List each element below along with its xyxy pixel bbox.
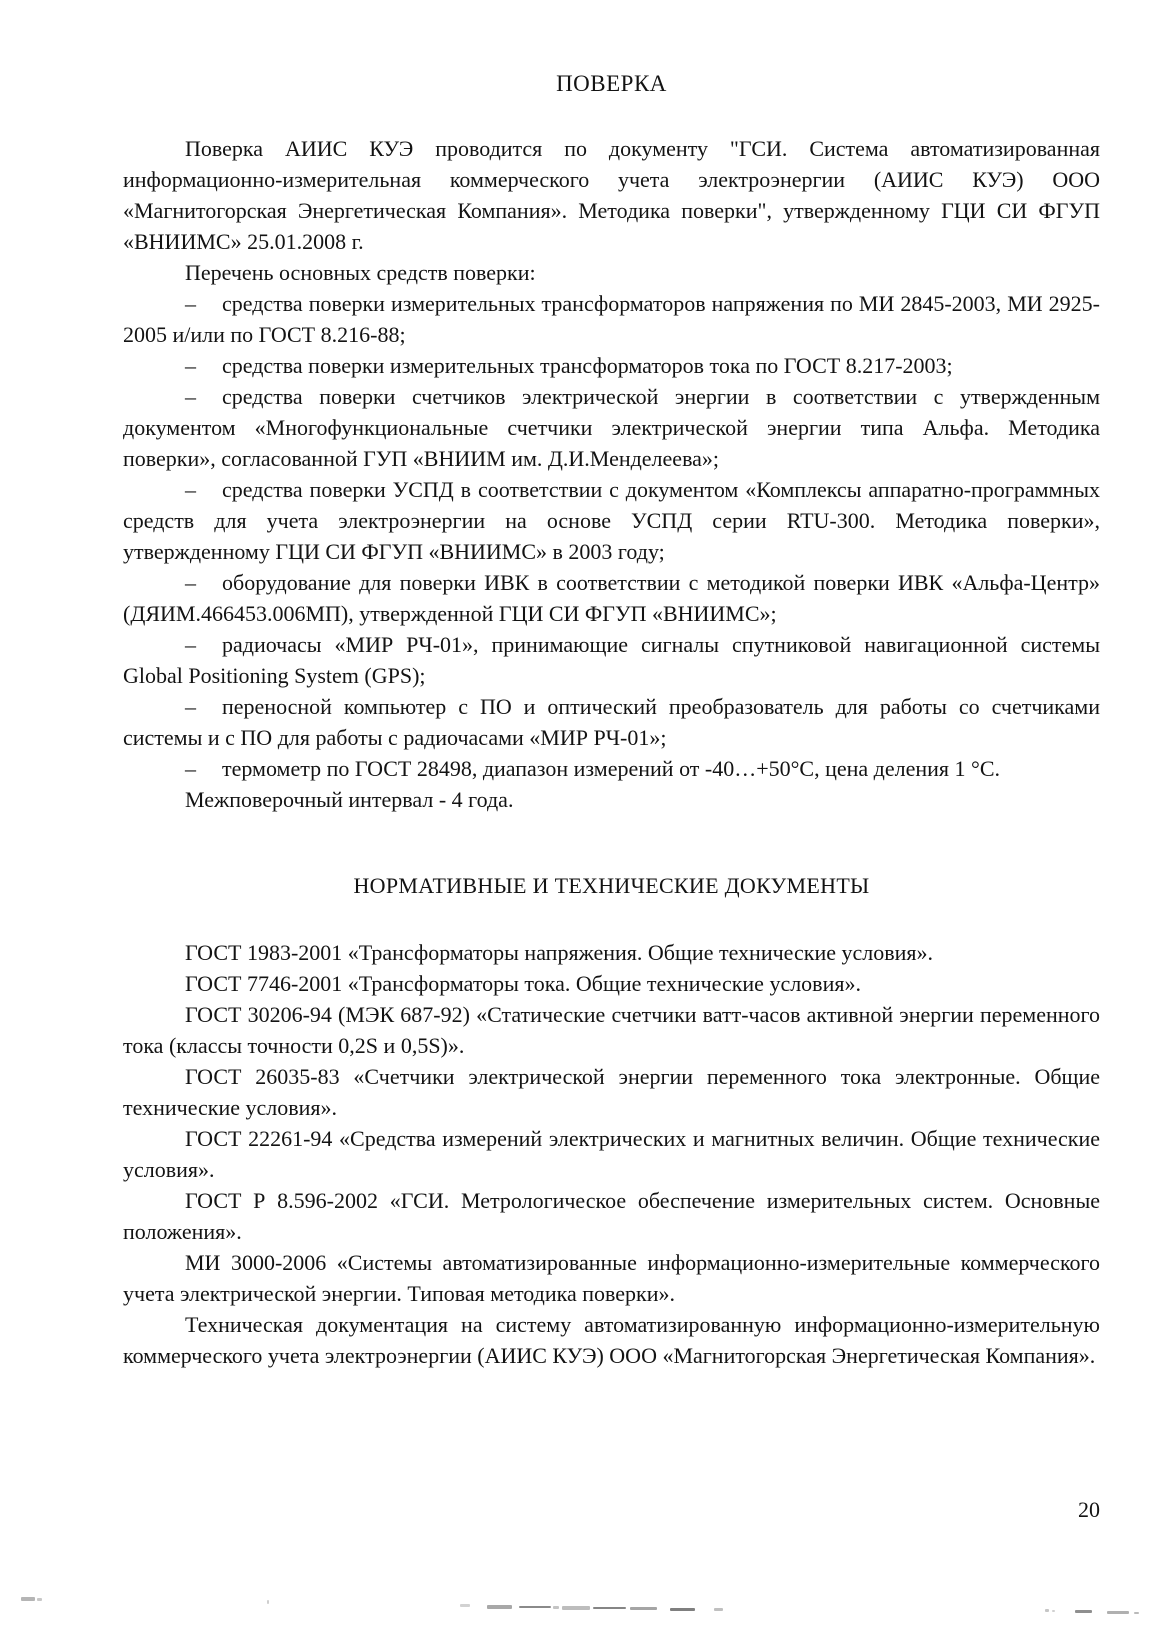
bullet-dash: – (185, 632, 196, 657)
verification-means-item (123, 381, 1100, 474)
scan-artifact (21, 1597, 35, 1601)
means-list-intro: Перечень основных средств поверки: (185, 260, 536, 285)
bullet-dash: – (185, 353, 196, 378)
scan-artifact (519, 1606, 551, 1608)
scan-artifact (1107, 1611, 1129, 1614)
scan-artifact (1134, 1612, 1139, 1614)
item-text: средства поверки измерительных трансформаторов напряжения по МИ 2845-2003, МИ 2925-2005 и/или по ГОСТ 8.216-88; (123, 291, 1100, 347)
normative-doc-entry: ГОСТ 1983-2001 «Трансформаторы напряжения. Общие технические условия». (185, 940, 933, 965)
verification-means-item (123, 691, 1100, 753)
verification-heading: ПОВЕРКА (556, 71, 667, 96)
scan-artifact (630, 1607, 657, 1610)
verification-means-item (123, 629, 1100, 691)
scan-artifact (670, 1608, 695, 1611)
scan-artifact (487, 1605, 512, 1609)
verification-means-item (123, 350, 1100, 381)
scan-artifact (593, 1607, 626, 1609)
normative-doc-entry: ГОСТ 26035-83 «Счетчики электрической энергии переменного тока электронные. Общие технические условия». (123, 1064, 1100, 1120)
item-text: переносной компьютер с ПО и оптический преобразователь для работы со счетчиками системы и с ПО для работы с радиочасами «МИР РЧ-01»; (123, 694, 1100, 750)
verification-means-item (123, 753, 1100, 784)
item-text: средства поверки УСПД в соответствии с документом «Комплексы аппаратно-программных средств для учета электроэнергии на основе УСПД серии RTU-300. Методика поверки», утвержденному ГЦИ СИ ФГУП «ВНИИМС» в 2003 году; (123, 477, 1100, 564)
bullet-dash: – (185, 291, 196, 316)
bullet-dash: – (185, 477, 196, 502)
verification-means-item (123, 474, 1100, 567)
normative-docs-heading: НОРМАТИВНЫЕ И ТЕХНИЧЕСКИЕ ДОКУМЕНТЫ (353, 873, 870, 898)
scan-artifact (1045, 1609, 1049, 1612)
interval-note: Межповерочный интервал - 4 года. (185, 787, 514, 812)
scan-artifact (553, 1606, 559, 1609)
item-text: радиочасы «МИР РЧ-01», принимающие сигналы спутниковой навигационной системы Global Positioning System (GPS); (123, 632, 1100, 688)
normative-doc-entry: ГОСТ 7746-2001 «Трансформаторы тока. Общие технические условия». (185, 971, 861, 996)
item-text: средства поверки измерительных трансформаторов тока по ГОСТ 8.217-2003; (222, 353, 953, 378)
verification-means-item (123, 567, 1100, 629)
bullet-dash: – (185, 570, 196, 595)
item-text: средства поверки счетчиков электрической энергии в соответствии с утвержденным документом «Многофункциональные счетчики электрической энергии типа Альфа. Методика поверки», согласованной ГУП «ВНИИМ им. Д.И.Менделеева»; (123, 384, 1100, 471)
item-text: оборудование для поверки ИВК в соответствии с методикой поверки ИВК «Альфа-Центр» (ДЯИМ.466453.006МП), утвержденной ГЦИ СИ ФГУП «ВНИИМС»; (123, 570, 1100, 626)
normative-doc-entry: МИ 3000-2006 «Системы автоматизированные информационно-измерительные коммерческого учета электрической энергии. Типовая методика поверки». (123, 1250, 1100, 1306)
scan-artifact (1075, 1610, 1092, 1613)
bullet-dash: – (185, 694, 196, 719)
scan-artifact (267, 1600, 269, 1604)
scan-artifact (1052, 1610, 1055, 1612)
scan-artifact (460, 1604, 470, 1607)
scan-artifact (714, 1608, 723, 1611)
normative-doc-entry: Техническая документация на систему автоматизированную информационно-измерительную коммерческого учета электроэнергии (АИИС КУЭ) ООО «Магнитогорская Энергетическая Компания». (123, 1312, 1100, 1368)
bullet-dash: – (185, 384, 196, 409)
verification-intro-paragraph: Поверка АИИС КУЭ проводится по документу "ГСИ. Система автоматизированная информационно-измерительная коммерческого учета электроэнергии (АИИС КУЭ) ООО «Магнитогорская Энергетическая Компания». Методика поверки", утвержденному ГЦИ СИ ФГУП «ВНИИМС» 25.01.2008 г. (123, 136, 1100, 254)
page-number: 20 (1078, 1497, 1100, 1522)
normative-doc-entry: ГОСТ 30206-94 (МЭК 687-92) «Статические счетчики ватт-часов активной энергии переменного тока (классы точности 0,2S и 0,5S)». (123, 1002, 1100, 1058)
item-text: термометр по ГОСТ 28498, диапазон измерений от -40…+50°С, цена деления 1 °С. (222, 756, 1001, 781)
scan-artifact (562, 1606, 590, 1610)
normative-doc-entry: ГОСТ 22261-94 «Средства измерений электрических и магнитных величин. Общие технические условия». (123, 1126, 1100, 1182)
normative-doc-entry: ГОСТ Р 8.596-2002 «ГСИ. Метрологическое обеспечение измерительных систем. Основные положения». (123, 1188, 1100, 1244)
page-content (123, 0, 1100, 1371)
scan-artifact (37, 1598, 42, 1601)
verification-means-item (123, 288, 1100, 350)
bullet-dash: – (185, 756, 196, 781)
